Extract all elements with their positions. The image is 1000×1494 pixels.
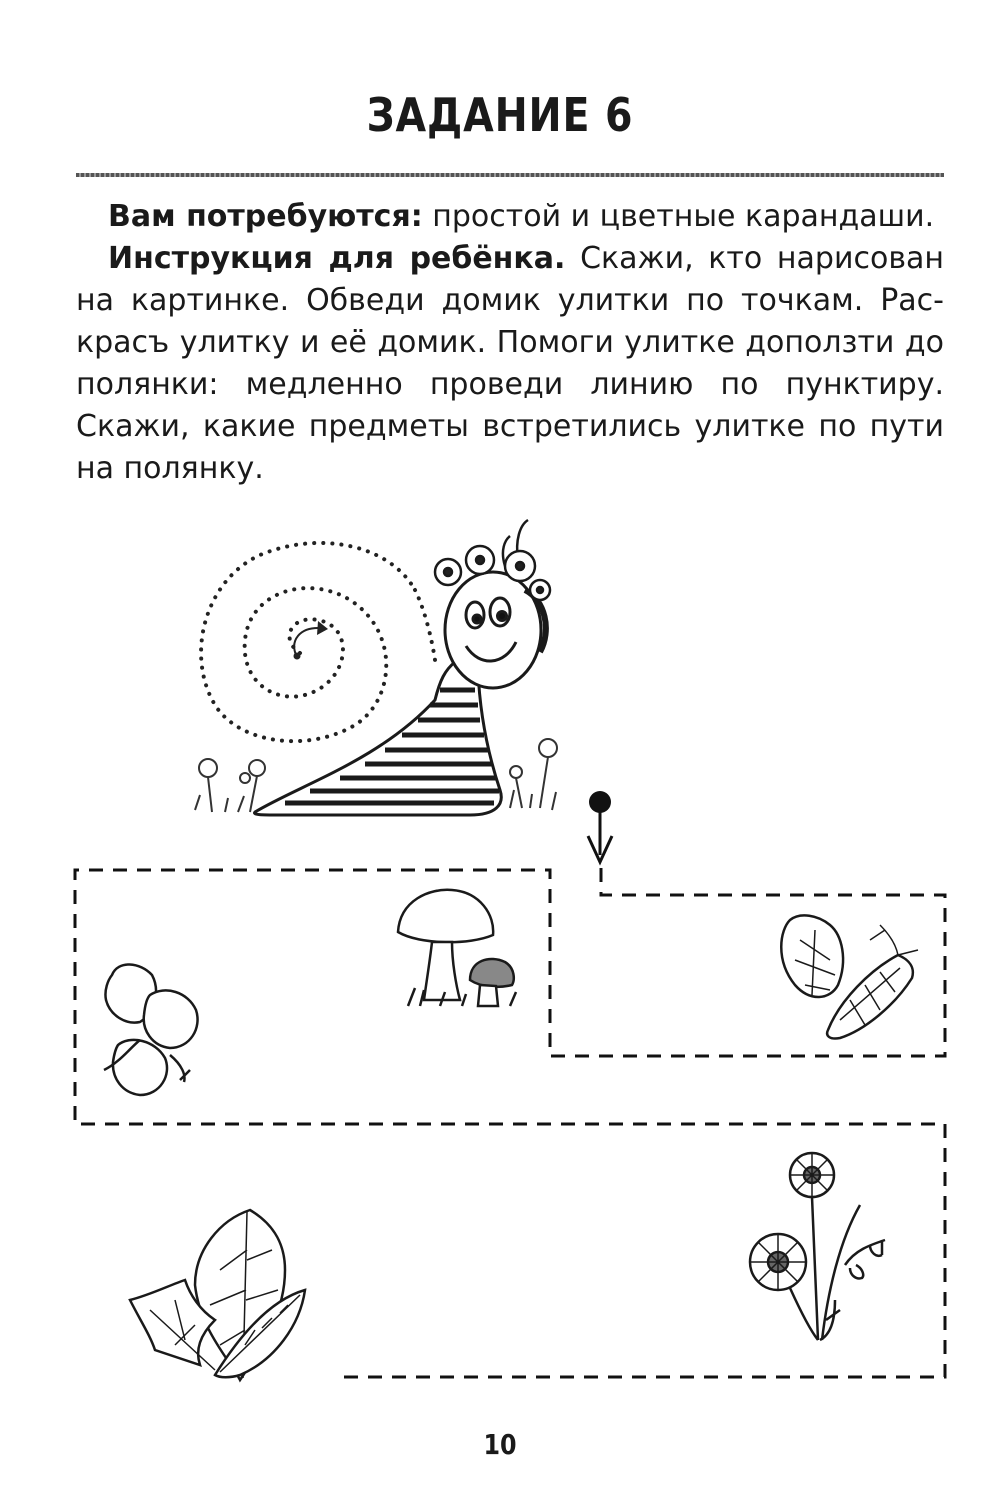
- spiral-start-dot: [294, 653, 301, 660]
- spiral-arrow-icon: [294, 628, 318, 655]
- instructions-block: [76, 196, 944, 490]
- hazelnuts-icon: [104, 964, 198, 1095]
- materials-text: простой и цветные карандаши.: [422, 199, 935, 234]
- materials-paragraph: [76, 196, 944, 238]
- meadow-flowers-left-icon: [195, 759, 265, 812]
- path-start-dot: [589, 791, 611, 813]
- snail-shell-dotted-spiral: [201, 543, 435, 741]
- title-divider: [76, 173, 944, 177]
- instruction-paragraph: [76, 238, 944, 490]
- spiral-arrowhead-icon: [317, 621, 328, 635]
- mushrooms-icon: [398, 890, 516, 1006]
- daisies-and-lily-of-the-valley-icon: [750, 1153, 885, 1340]
- pine-cones-icon: [781, 915, 918, 1038]
- page-number: 10: [483, 1428, 517, 1461]
- meadow-flowers-right-icon: [510, 739, 557, 810]
- worksheet-illustration: [0, 500, 1000, 1400]
- instruction-label: Инструкция для ребёнка.: [108, 241, 566, 276]
- instruction-text: Скажи, кто нарисован на картинке. Обведи домик улитки по точкам. Раскрасъ улитку и её домик. Помоги улитке доползти до полянки: медленно проведи линию по пунктиру. Скажи, какие предметы встретились улитке по пути на полянку.: [76, 241, 944, 486]
- materials-label: Вам потребуются:: [108, 199, 423, 234]
- snail-icon: [254, 520, 545, 815]
- page-title: ЗАДАНИЕ 6: [366, 88, 634, 142]
- leaves-icon: [130, 1210, 305, 1380]
